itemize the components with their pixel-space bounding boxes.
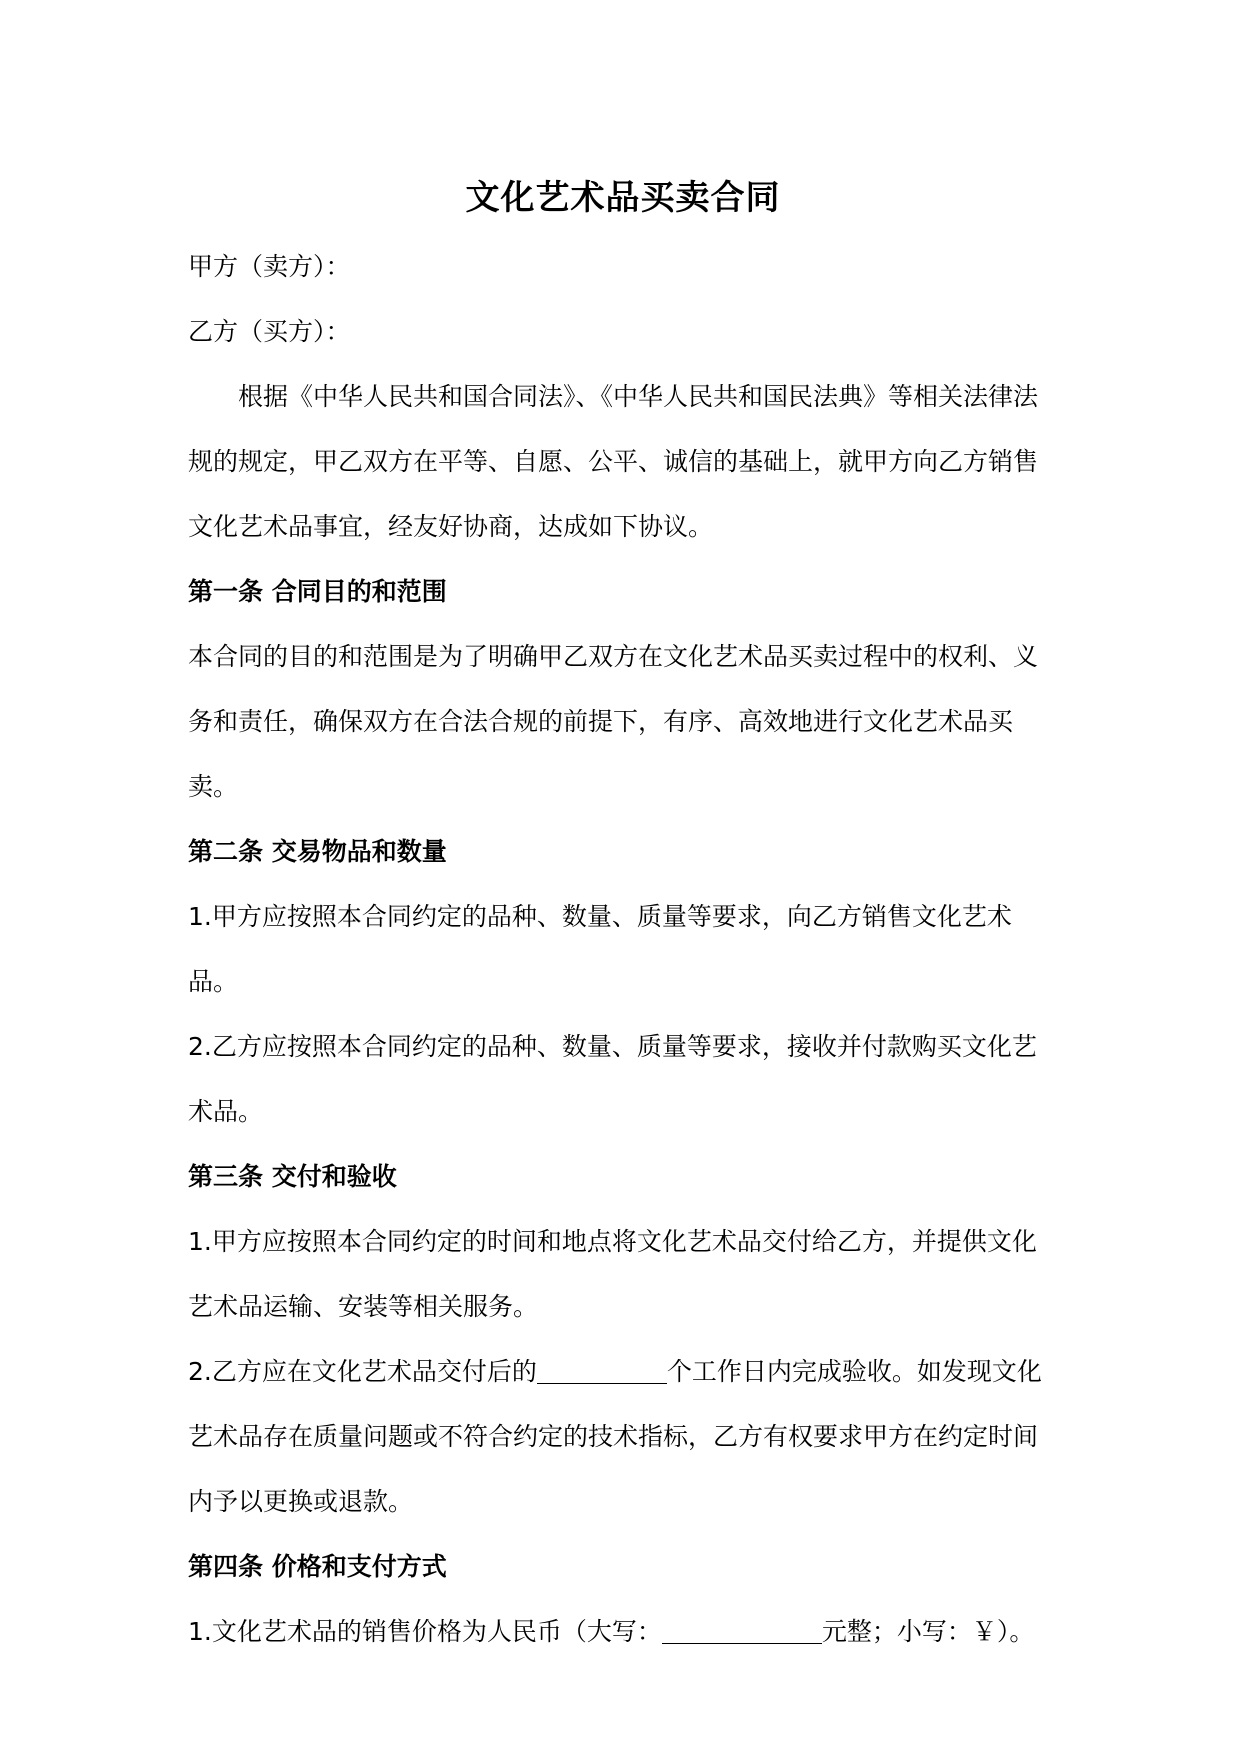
preamble-paragraph: 根据《中华人民共和国合同法》、《中华人民共和国民法典》等相关法律法规的规定，甲乙双方在平等、自愿、公平、诚信的基础上，就甲方向乙方销售文化艺术品事宜，经友好协商，达成如下协议。 xyxy=(188,382,1039,541)
price-uppercase-blank-field[interactable] xyxy=(662,1617,822,1644)
price-clause-middle: 元整；小写：￥ xyxy=(821,1617,997,1646)
document-body xyxy=(188,168,1058,1664)
section-2-clause-2: 2.乙方应按照本合同约定的品种、数量、质量等要求，接收并付款购买文化艺术品。 xyxy=(188,1032,1037,1126)
section-3-clause-2-end: 个工作日内完成验收。如发现文化艺术品存在质量问题或不符合约定的技术指标，乙方有权要求甲方在约定时间内予以更换或退款。 xyxy=(188,1357,1042,1516)
section-4-clause-1 xyxy=(188,1599,1058,1664)
section-3-clause-1: 1.甲方应按照本合同约定的时间和地点将文化艺术品交付给乙方，并提供文化艺术品运输、安装等相关服务。 xyxy=(188,1227,1037,1321)
section-3-clause-2 xyxy=(188,1339,1058,1534)
section-2-heading: 第二条 交易物品和数量 xyxy=(188,837,447,866)
section-3-heading: 第三条 交付和验收 xyxy=(188,1162,397,1191)
document-title: 文化艺术品买卖合同 xyxy=(465,178,781,218)
party-b-line: 乙方（买方）： xyxy=(188,317,351,346)
section-1-paragraph: 本合同的目的和范围是为了明确甲乙双方在文化艺术品买卖过程中的权利、义务和责任，确保双方在合法合规的前提下，有序、高效地进行文化艺术品买卖。 xyxy=(188,642,1039,801)
section-3-clause-2-start: 2.乙方应在文化艺术品交付后的 xyxy=(188,1357,537,1386)
workdays-blank-field[interactable] xyxy=(537,1357,667,1384)
party-a-line: 甲方（卖方）： xyxy=(188,252,351,281)
section-4-heading: 第四条 价格和支付方式 xyxy=(188,1552,447,1581)
section-1-heading: 第一条 合同目的和范围 xyxy=(188,577,447,606)
section-2-clause-1: 1.甲方应按照本合同约定的品种、数量、质量等要求，向乙方销售文化艺术品。 xyxy=(188,902,1012,996)
price-clause-end: ）。 xyxy=(996,1617,1035,1646)
price-clause-start: 1.文化艺术品的销售价格为人民币（大写： xyxy=(188,1617,662,1646)
